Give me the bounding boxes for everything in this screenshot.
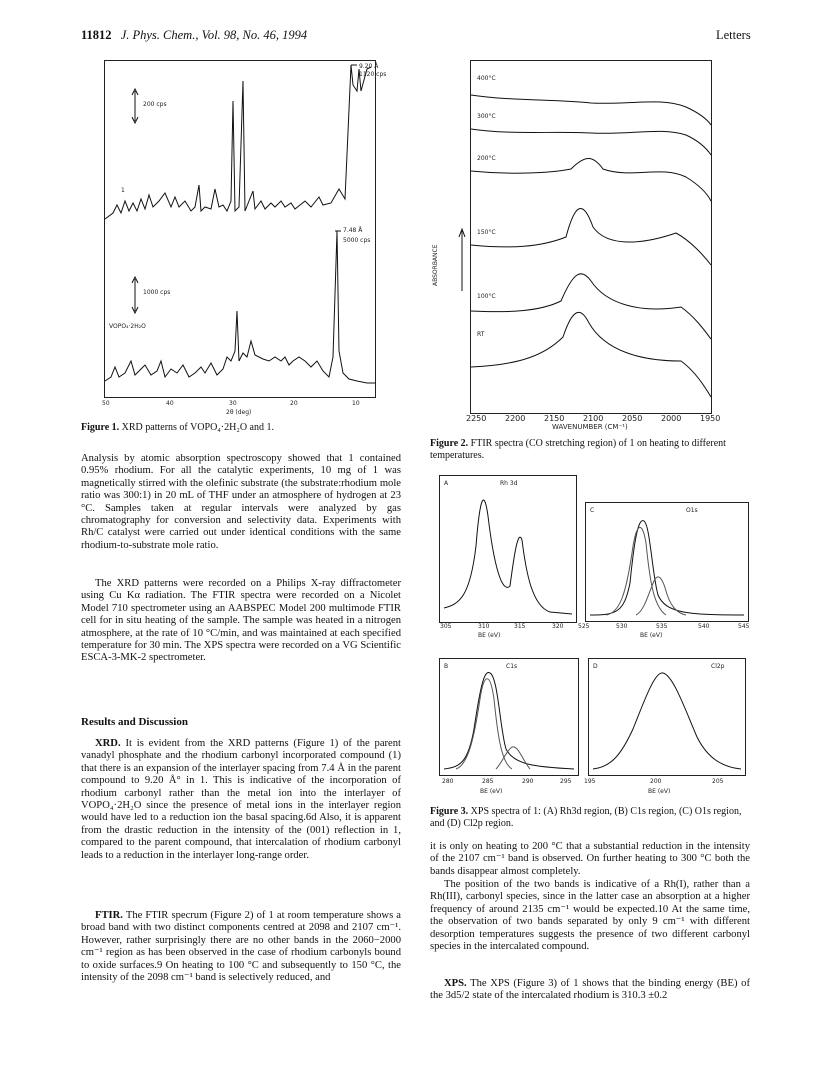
body-paragraph: it is only on heating to 200 °C that a substantial reduction in the intensity of the 2107 cm⁻¹ band is observed. On further heating to 300 °C both the bands disappear almost completely. <box>430 841 750 877</box>
ftir-tick: 2100 <box>583 414 604 423</box>
body-paragraph: Analysis by atomic absorption spectroscopy showed that 1 contained 0.95% rhodium. For all the catalytic experiments, 10 mg of 1 was magnetically stirred with the olefinic substrate (the substrate:rhodium mole ratio was 300:1) in 20 mL of THF under an atmosphere of hydrogen at 23 °C. Samples taken at regular intervals were analyzed by gas chromatography for conversion and selectivity data. Experiments with Rh/C catalyst were carried out under identical conditions with the same rhodium-to-substrate mole ratio. <box>81 453 401 551</box>
figure-1-xrd-plot <box>104 60 387 398</box>
xps-c-tick: 530 <box>616 623 628 630</box>
ftir-ylabel: ABSORBANCE <box>432 244 439 286</box>
xps-d-label: Cl2p <box>711 663 725 670</box>
ftir-temp-label: 100°C <box>477 293 496 300</box>
fig1-peak-bottom: 7.48 Å <box>343 227 363 234</box>
ftir-temp-label: 400°C <box>477 75 496 82</box>
fig1-marker: 1 <box>121 187 125 194</box>
xps-c-tick: 525 <box>578 623 590 630</box>
fig1-tick: 10 <box>352 400 360 407</box>
fig1-tick: 40 <box>166 400 174 407</box>
fig1-peak-top-cps: 1120 cps <box>359 71 387 78</box>
xps-c1s-trace <box>440 659 578 775</box>
fig1-peak-top: 9.20 Å <box>359 63 379 70</box>
body-paragraph: XPS. The XPS (Figure 3) of 1 shows that the binding energy (BE) of the 3d5/2 state of the intercalated rhodium is 310.3 ±0.2 <box>430 978 750 1002</box>
xps-panel-d <box>588 658 746 776</box>
ftir-tick: 2150 <box>544 414 565 423</box>
xps-c-xlabel: BE (eV) <box>640 632 663 639</box>
xps-panel-c <box>585 502 749 622</box>
figure-2-ftir-plot <box>470 60 712 414</box>
ftir-xlabel: WAVENUMBER (CM⁻¹) <box>552 423 628 431</box>
xps-cl2p-trace <box>589 659 745 775</box>
xps-a-xlabel: BE (eV) <box>478 632 501 639</box>
body-paragraph: The XRD patterns were recorded on a Philips X-ray diffractometer using Cu Kα radiation. The FTIR spectra were recorded on a Nicolet Model 710 spectrometer using an AABSPEC Model 200 multimode FTIR cell for in situ heating of the sample. The sample was heated in a nitrogen atmosphere, at the rate of 10 °C/min, and was maintained at each specified temperature for 30 min. The XPS spectra were recorded on a VG Scientific ESCA-3-MK-2 spectrometer. <box>81 578 401 664</box>
xrd-trace-intercalated <box>105 65 371 219</box>
xps-d-tick: 195 <box>584 778 596 785</box>
fig1-peak-bottom-cps: 5000 cps <box>343 237 371 244</box>
figure-3-caption: Figure 3. XPS spectra of 1: (A) Rh3d region, (B) C1s region, (C) O1s region, and (D) Cl2p region. <box>430 806 742 829</box>
body-paragraph: FTIR. The FTIR specrum (Figure 2) of 1 at room temperature shows a broad band with two distinct components centred at 2098 and 2107 cm⁻¹. However, rather surprisingly there are no other bands in the 2060−2000 cm⁻¹ region as has been observed in the case of rhodium carbonyls bound to oxide surfaces.9 On heating to 100 °C and subsequently to 150 °C, the intensity of the 2098 cm⁻¹ band is selectively reduced, and <box>81 910 401 984</box>
fig1-tick: 50 <box>102 400 110 407</box>
xps-d-xlabel: BE (eV) <box>648 788 671 795</box>
fig1-scale-top: 200 cps <box>143 101 167 108</box>
xps-o1s-trace <box>586 503 748 621</box>
ftir-tick: 1950 <box>700 414 721 423</box>
xps-c-letter: C <box>590 507 595 514</box>
xps-b-letter: B <box>444 663 449 670</box>
xps-b-tick: 290 <box>522 778 534 785</box>
body-paragraph: The position of the two bands is indicative of a Rh(I), rather than a Rh(III), carbonyl species, since in the latter case an absorption at a higher frequency of around 2135 cm⁻¹ would be expected.10 At the same time, the observation of two bands separated by only 9 cm⁻¹ with different desorption temperatures suggests the presence of two different carbonyl species in the intercalated compound. <box>430 879 750 953</box>
ftir-tick: 2250 <box>466 414 487 423</box>
fig1-compound-label: VOPO₄·2H₂O <box>109 323 146 330</box>
xps-rh3d-trace <box>440 476 576 622</box>
xps-a-letter: A <box>444 480 449 487</box>
journal-citation: J. Phys. Chem., Vol. 98, No. 46, 1994 <box>120 28 308 42</box>
body-paragraph: XRD. It is evident from the XRD patterns (Figure 1) of the parent vanadyl phosphate and the rhodium carbonyl incorporated compound (1) that there is an expansion of the interlayer spacing from 7.4 Å in the parent compound to 9.20 Å° in 1. This is indicative of the incorporation of rhodium carbonyl rather than the metal ion into the interlayer of VOPO₄·2H₂O since the presence of metal ions in the interlayer region would have led to a reduction ion the basal spacing.6d Also, it is apparent from the drastic reduction in the intensity of the (001) reflection in 1, compared to the parent compound, that intercalation of rhodium carbonyl leads to a reduction in the interlayer long-range order. <box>81 738 401 861</box>
fig1-scale-bottom: 1000 cps <box>143 289 171 296</box>
fig1-tick: 30 <box>229 400 237 407</box>
ftir-tick: 2050 <box>622 414 643 423</box>
page-number: 11812 <box>81 28 112 42</box>
xps-a-tick: 315 <box>514 623 526 630</box>
xps-c-label: O1s <box>686 507 698 514</box>
ftir-traces <box>471 61 711 413</box>
xps-panel-a <box>439 475 577 623</box>
fig1-xlabel: 2θ (deg) <box>226 409 252 416</box>
xps-panel-b <box>439 658 579 776</box>
ftir-tick: 2000 <box>661 414 682 423</box>
xps-b-tick: 295 <box>560 778 572 785</box>
ftir-temp-label: RT <box>477 331 485 338</box>
xps-a-tick: 320 <box>552 623 564 630</box>
ftir-temp-label: 200°C <box>477 155 496 162</box>
xps-b-tick: 285 <box>482 778 494 785</box>
ftir-temp-label: 150°C <box>477 229 496 236</box>
figure-2-caption: Figure 2. FTIR spectra (CO stretching region) of 1 on heating to different temperatures. <box>430 438 726 461</box>
xps-d-tick: 200 <box>650 778 662 785</box>
fig1-tick: 20 <box>290 400 298 407</box>
xps-b-xlabel: BE (eV) <box>480 788 503 795</box>
xps-c-tick: 545 <box>738 623 750 630</box>
running-header <box>81 28 307 43</box>
xps-d-letter: D <box>593 663 598 670</box>
xrd-trace-parent <box>105 231 375 383</box>
section-name: Letters <box>716 28 751 42</box>
xps-d-tick: 205 <box>712 778 724 785</box>
xps-b-tick: 280 <box>442 778 454 785</box>
xps-a-label: Rh 3d <box>500 480 518 487</box>
xps-a-tick: 305 <box>440 623 452 630</box>
figure-1-caption: Figure 1. XRD patterns of VOPO₄·2H₂O and 1. <box>81 422 274 433</box>
section-heading: Results and Discussion <box>81 716 188 728</box>
ftir-tick: 2200 <box>505 414 526 423</box>
xps-b-label: C1s <box>506 663 518 670</box>
xps-c-tick: 535 <box>656 623 668 630</box>
xps-a-tick: 310 <box>478 623 490 630</box>
ftir-temp-label: 300°C <box>477 113 496 120</box>
xrd-traces <box>105 61 375 397</box>
xps-c-tick: 540 <box>698 623 710 630</box>
